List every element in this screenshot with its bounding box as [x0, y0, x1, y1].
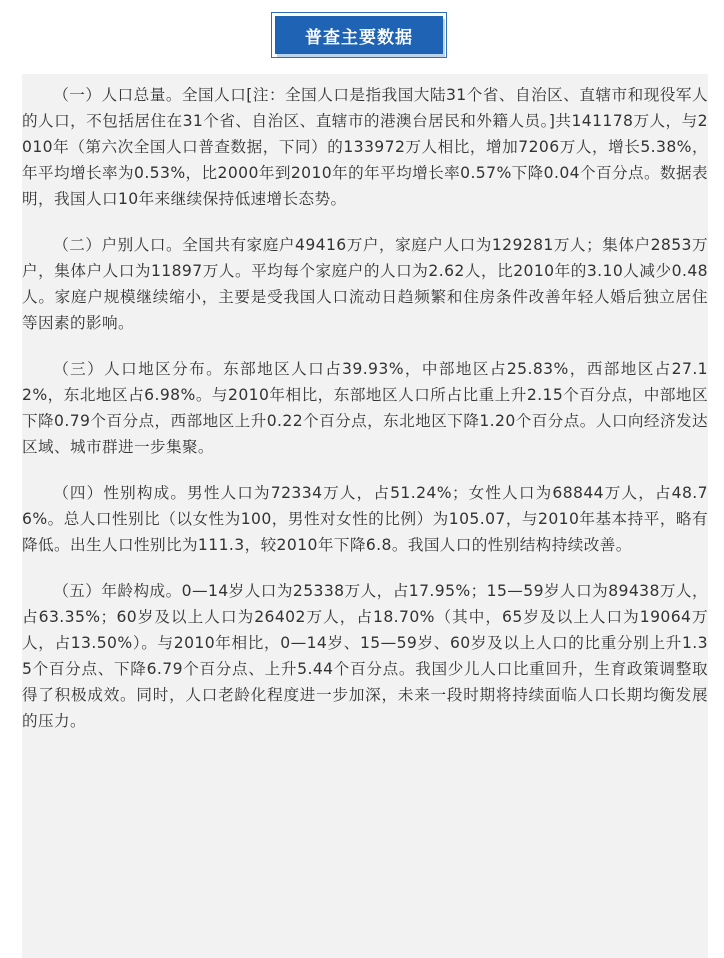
section-age-composition: （五）年龄构成。0—14岁人口为25338万人，占17.95%；15—59岁人口为89438万人，占63.35%；60岁及以上人口为26402万人，占18.70%（其中，65岁及以上人口为19064万人，占13.50%）。与2010年相比，0—14岁、15—59岁、60岁及以上人口的比重分别上升1.35个百分点、下降6.79个百分点、上升5.44个百分点。我国少儿人口比重回升，生育政策调整取得了积极成效。同时，人口老龄化程度进一步加深，未来一段时期将持续面临人口长期均衡发展的压力。	[22, 582, 708, 730]
title-badge-fill	[275, 16, 443, 54]
section-gender-composition: （四）性别构成。男性人口为72334万人，占51.24%；女性人口为68844万人，占48.76%。总人口性别比（以女性为100，男性对女性的比例）为105.07，与2010年基本持平，略有降低。出生人口性别比为111.3，较2010年下降6.8。我国人口的性别结构持续改善。	[22, 484, 708, 554]
section-population-total: （一）人口总量。全国人口[注：全国人口是指我国大陆31个省、自治区、直辖市和现役军人的人口，不包括居住在31个省、自治区、直辖市的港澳台居民和外籍人员。]共141178万人，与2010年（第六次全国人口普查数据，下同）的133972万人相比，增加7206万人，增长5.38%，年平均增长率为0.53%，比2000年到2010年的年平均增长率0.57%下降0.04个百分点。数据表明，我国人口10年来继续保持低速增长态势。	[22, 86, 708, 208]
section-regional-distribution: （三）人口地区分布。东部地区人口占39.93%，中部地区占25.83%，西部地区占27.12%，东北地区占6.98%。与2010年相比，东部地区人口所占比重上升2.15个百分点，中部地区下降0.79个百分点，西部地区上升0.22个百分点，东北地区下降1.20个百分点。人口向经济发达区域、城市群进一步集聚。	[22, 360, 708, 456]
title-badge	[271, 12, 447, 58]
page-title: 普查主要数据	[305, 27, 413, 48]
content-panel	[22, 74, 708, 958]
section-household-population: （二）户别人口。全国共有家庭户49416万户，家庭户人口为129281万人；集体户2853万户，集体户人口为11897万人。平均每个家庭户的人口为2.62人，比2010年的3.10人减少0.48人。家庭户规模继续缩小，主要是受我国人口流动日趋频繁和住房条件改善年轻人婚后独立居住等因素的影响。	[22, 236, 708, 332]
header	[0, 0, 724, 74]
